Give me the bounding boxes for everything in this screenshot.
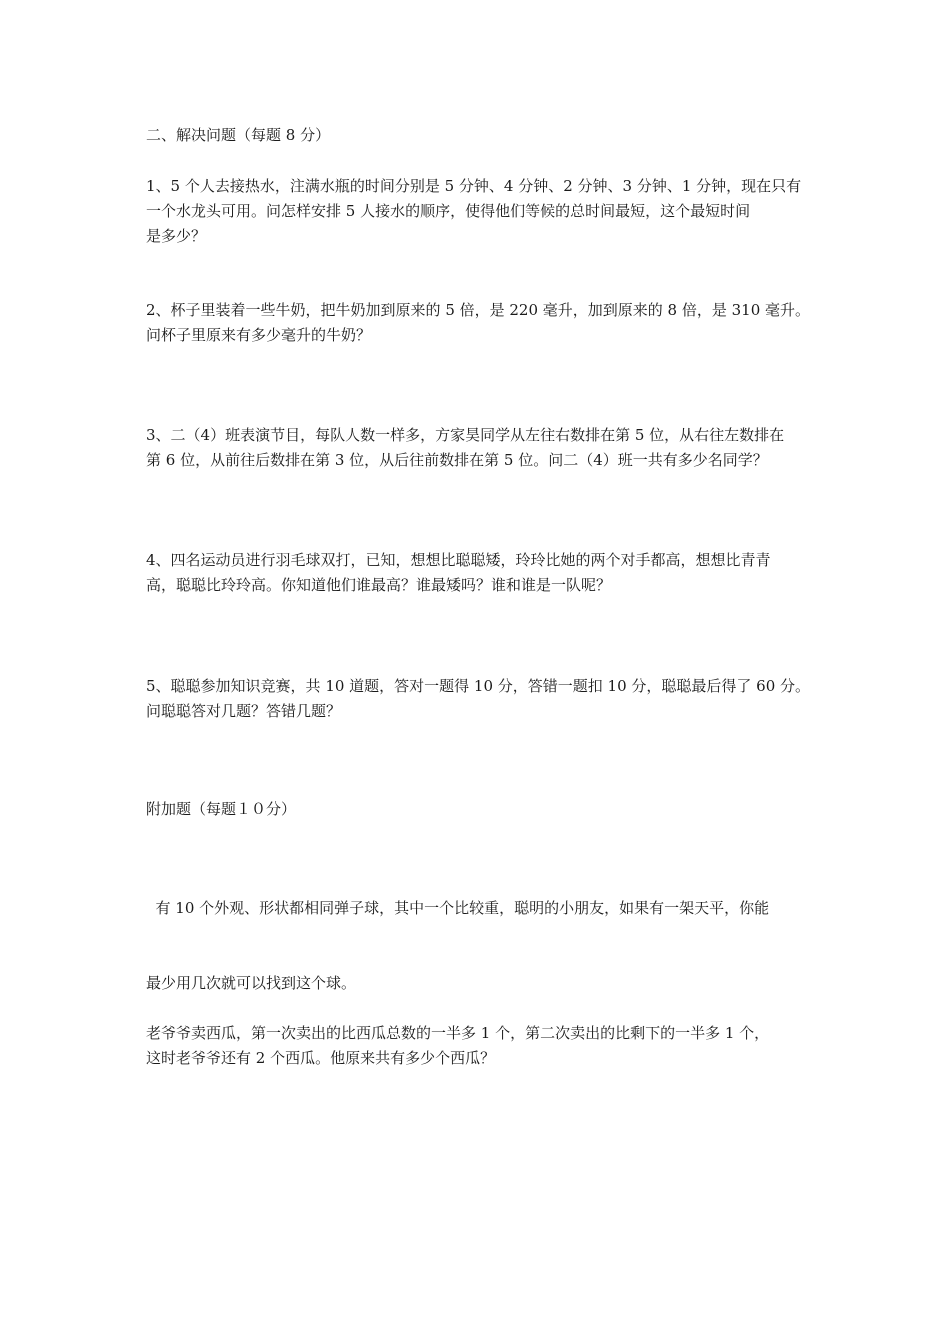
bonus-problem-1	[146, 846, 816, 1046]
problem-line: 高，聪聪比玲玲高。你知道他们谁最高？谁最矮吗？谁和谁是一队呢？	[146, 576, 612, 594]
problem-line: 问杯子里原来有多少毫升的牛奶？	[146, 326, 372, 344]
problem-line: 3、二（4）班表演节目，每队人数一样多，方家昊同学从左往右数排在第 5 位，从右往左数排在	[146, 426, 785, 444]
bonus-title: 附加题（每题１０分）	[146, 800, 297, 818]
problem-line: 有 10 个外观、形状都相同弹子球，其中一个比较重，聪明的小朋友，如果有一架天平，你能	[146, 899, 770, 917]
problem-line: 4、四名运动员进行羽毛球双打，已知，想想比聪聪矮，玲玲比她的两个对手都高，想想比青青	[146, 551, 771, 569]
problem-line: 1、5 个人去接热水，注满水瓶的时间分别是 5 分钟、4 分钟、2 分钟、3 分钟、1 分钟，现在只有	[146, 177, 802, 195]
problem-line: 一个水龙头可用。问怎样安排 5 人接水的顺序，使得他们等候的总时间最短，这个最短时间	[146, 202, 751, 220]
problem-line: 最少用几次就可以找到这个球。	[146, 974, 357, 992]
problem-3	[146, 423, 816, 473]
problem-5	[146, 674, 816, 724]
problem-line: 2、杯子里装着一些牛奶，把牛奶加到原来的 5 倍，是 220 毫升，加到原来的 8 倍，是 310 毫升。	[146, 301, 811, 319]
problem-line: 5、聪聪参加知识竞赛，共 10 道题，答对一题得 10 分，答错一题扣 10 分，聪聪最后得了 60 分。	[146, 677, 811, 695]
problem-2	[146, 298, 816, 348]
bonus-problem-2	[146, 1021, 816, 1071]
problem-line: 是多少？	[146, 227, 207, 245]
problem-line: 第 6 位，从前往后数排在第 3 位，从后往前数排在第 5 位。问二（4）班一共有多少名同学？	[146, 451, 768, 469]
problem-1	[146, 174, 816, 249]
problem-line: 老爷爷卖西瓜，第一次卖出的比西瓜总数的一半多 1 个，第二次卖出的比剩下的一半多 1 个，	[146, 1024, 770, 1042]
problem-4	[146, 548, 816, 598]
problem-line: 问聪聪答对几题？答错几题？	[146, 702, 342, 720]
section-title: 二、解决问题（每题 8 分）	[146, 126, 331, 144]
problem-line: 这时老爷爷还有 2 个西瓜。他原来共有多少个西瓜？	[146, 1049, 496, 1067]
